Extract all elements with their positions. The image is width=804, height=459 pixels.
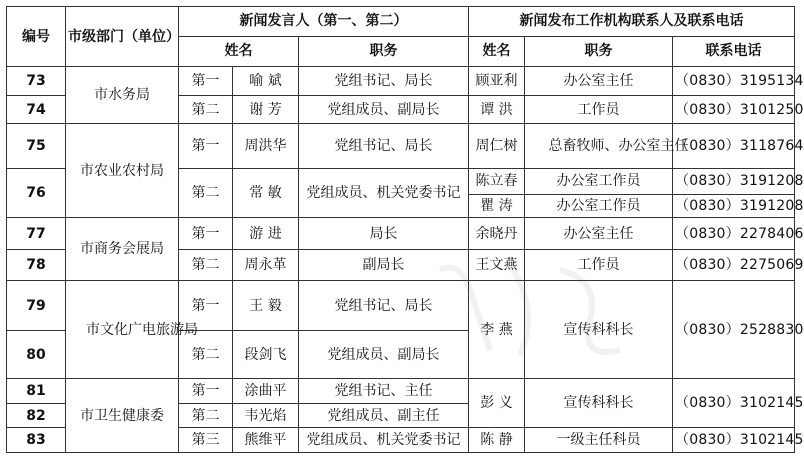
rank-cell: 第一 [179,67,233,96]
dept-cell: 市商务会展局 [66,218,179,281]
spokesperson-name: 周洪华 [233,124,299,169]
header-liaison-group: 新闻发布工作机构联系人及联系电话 [469,7,795,37]
dept-text: 市文化广电旅游局 [86,321,198,338]
spokesperson-title: 党组成员、副局长 [299,95,469,124]
liaison-name: 余晓丹 [469,218,525,250]
liaison-name: 陈立春 [469,169,525,195]
header-li-name: 姓名 [469,36,525,67]
spokesperson-name: 喻 斌 [233,67,299,96]
liaison-title: 工作员 [525,249,673,281]
header-sp-name: 姓名 [179,36,299,67]
row-number: 75 [7,124,66,169]
dept-cell: 市水务局 [66,67,179,124]
table-row [7,379,795,403]
liaison-name: 彭 义 [469,379,525,428]
liaison-name: 顾亚利 [469,67,525,96]
rank-cell: 第二 [179,403,233,427]
spokesperson-name: 熊维平 [233,428,299,453]
spokesperson-title: 副局长 [299,249,469,281]
header-no: 编号 [7,7,66,67]
rank-cell: 第三 [179,428,233,453]
rank-cell: 第二 [179,95,233,124]
liaison-phone: （0830）3102145 [673,379,795,428]
spokesperson-title: 党组成员、机关党委书记 [299,169,469,218]
liaison-title-text: 总畜牧师、办公室主任 [548,138,689,155]
row-number: 73 [7,67,66,96]
spokesperson-name: 谢 芳 [233,95,299,124]
row-number: 76 [7,169,66,218]
spokesperson-title: 党组书记、主任 [299,379,469,403]
header-spokesperson-group: 新闻发言人（第一、第二） [179,7,469,37]
dept-cell [66,281,198,379]
rank-cell: 第一 [179,124,233,169]
liaison-phone: （0830）2275069 [673,249,795,281]
spokesperson-title: 党组成员、副局长 [299,331,469,379]
row-number: 82 [7,403,66,427]
dept-cell: 市卫生健康委 [66,379,179,453]
liaison-name: 李 燕 [469,281,525,379]
liaison-name: 陈 静 [469,428,525,453]
row-number: 77 [7,218,66,250]
header-li-title: 职务 [525,36,673,67]
table-row [7,124,795,169]
liaison-title: 办公室工作员 [525,169,673,195]
row-number: 80 [7,331,66,379]
liaison-phone: （0830）3101250 [673,95,795,124]
spokesperson-title: 党组书记、局长 [299,124,469,169]
rank-cell: 第二 [179,169,233,218]
liaison-name: 瞿 涛 [469,194,525,217]
row-number: 83 [7,428,66,453]
liaison-title [525,124,689,169]
liaison-phone: （0830）3195134 [673,67,795,96]
liaison-title: 办公室主任 [525,67,673,96]
table-row [7,218,795,250]
rank-cell: 第二 [179,249,233,281]
rank-cell: 第一 [179,379,233,403]
liaison-phone: （0830）3102145 [673,428,795,453]
row-number: 78 [7,249,66,281]
row-number: 79 [7,281,66,331]
spokesperson-title: 党组书记、局长 [299,67,469,96]
liaison-title: 一级主任科员 [525,428,673,453]
spokesperson-title: 党组书记、局长 [299,281,469,331]
liaison-title: 宣传科科长 [525,281,673,379]
spokesperson-title: 局长 [299,218,469,250]
liaison-phone: （0830）2528830 [673,281,795,379]
row-number: 81 [7,379,66,403]
liaison-phone: （0830）2278406 [673,218,795,250]
spokesperson-name: 周永革 [233,249,299,281]
liaison-title: 宣传科科长 [525,379,673,428]
spokesperson-name: 游 进 [233,218,299,250]
header-dept: 市级部门（单位） [66,7,179,67]
spokesperson-name: 段剑飞 [233,331,299,379]
liaison-title: 办公室工作员 [525,194,673,217]
header-sp-title: 职务 [299,36,469,67]
liaison-name: 王文燕 [469,249,525,281]
rank-cell: 第一 [179,281,233,331]
rank-cell: 第二 [179,331,233,379]
spokesperson-name: 韦光焰 [233,403,299,427]
dept-cell: 市农业农村局 [66,124,179,218]
liaison-phone: （0830）3191208 [673,169,795,195]
liaison-phone: （0830）3191208 [673,194,795,217]
rank-cell: 第一 [179,218,233,250]
liaison-title: 工作员 [525,95,673,124]
liaison-name: 谭 洪 [469,95,525,124]
spokesperson-name: 王 毅 [233,281,299,331]
spokesperson-title: 党组成员、副主任 [299,403,469,427]
spokesperson-name: 常 敏 [233,169,299,218]
table-row [7,281,795,331]
header-li-phone: 联系电话 [673,36,795,67]
liaison-name: 周仁树 [469,124,525,169]
row-number: 74 [7,95,66,124]
spokesperson-name: 涂曲平 [233,379,299,403]
spokesperson-table [6,6,804,453]
liaison-phone: （0830）3118764 [673,124,795,169]
spokesperson-title: 党组成员、机关党委书记 [299,428,469,453]
table-row [7,67,795,96]
liaison-title: 办公室主任 [525,218,673,250]
